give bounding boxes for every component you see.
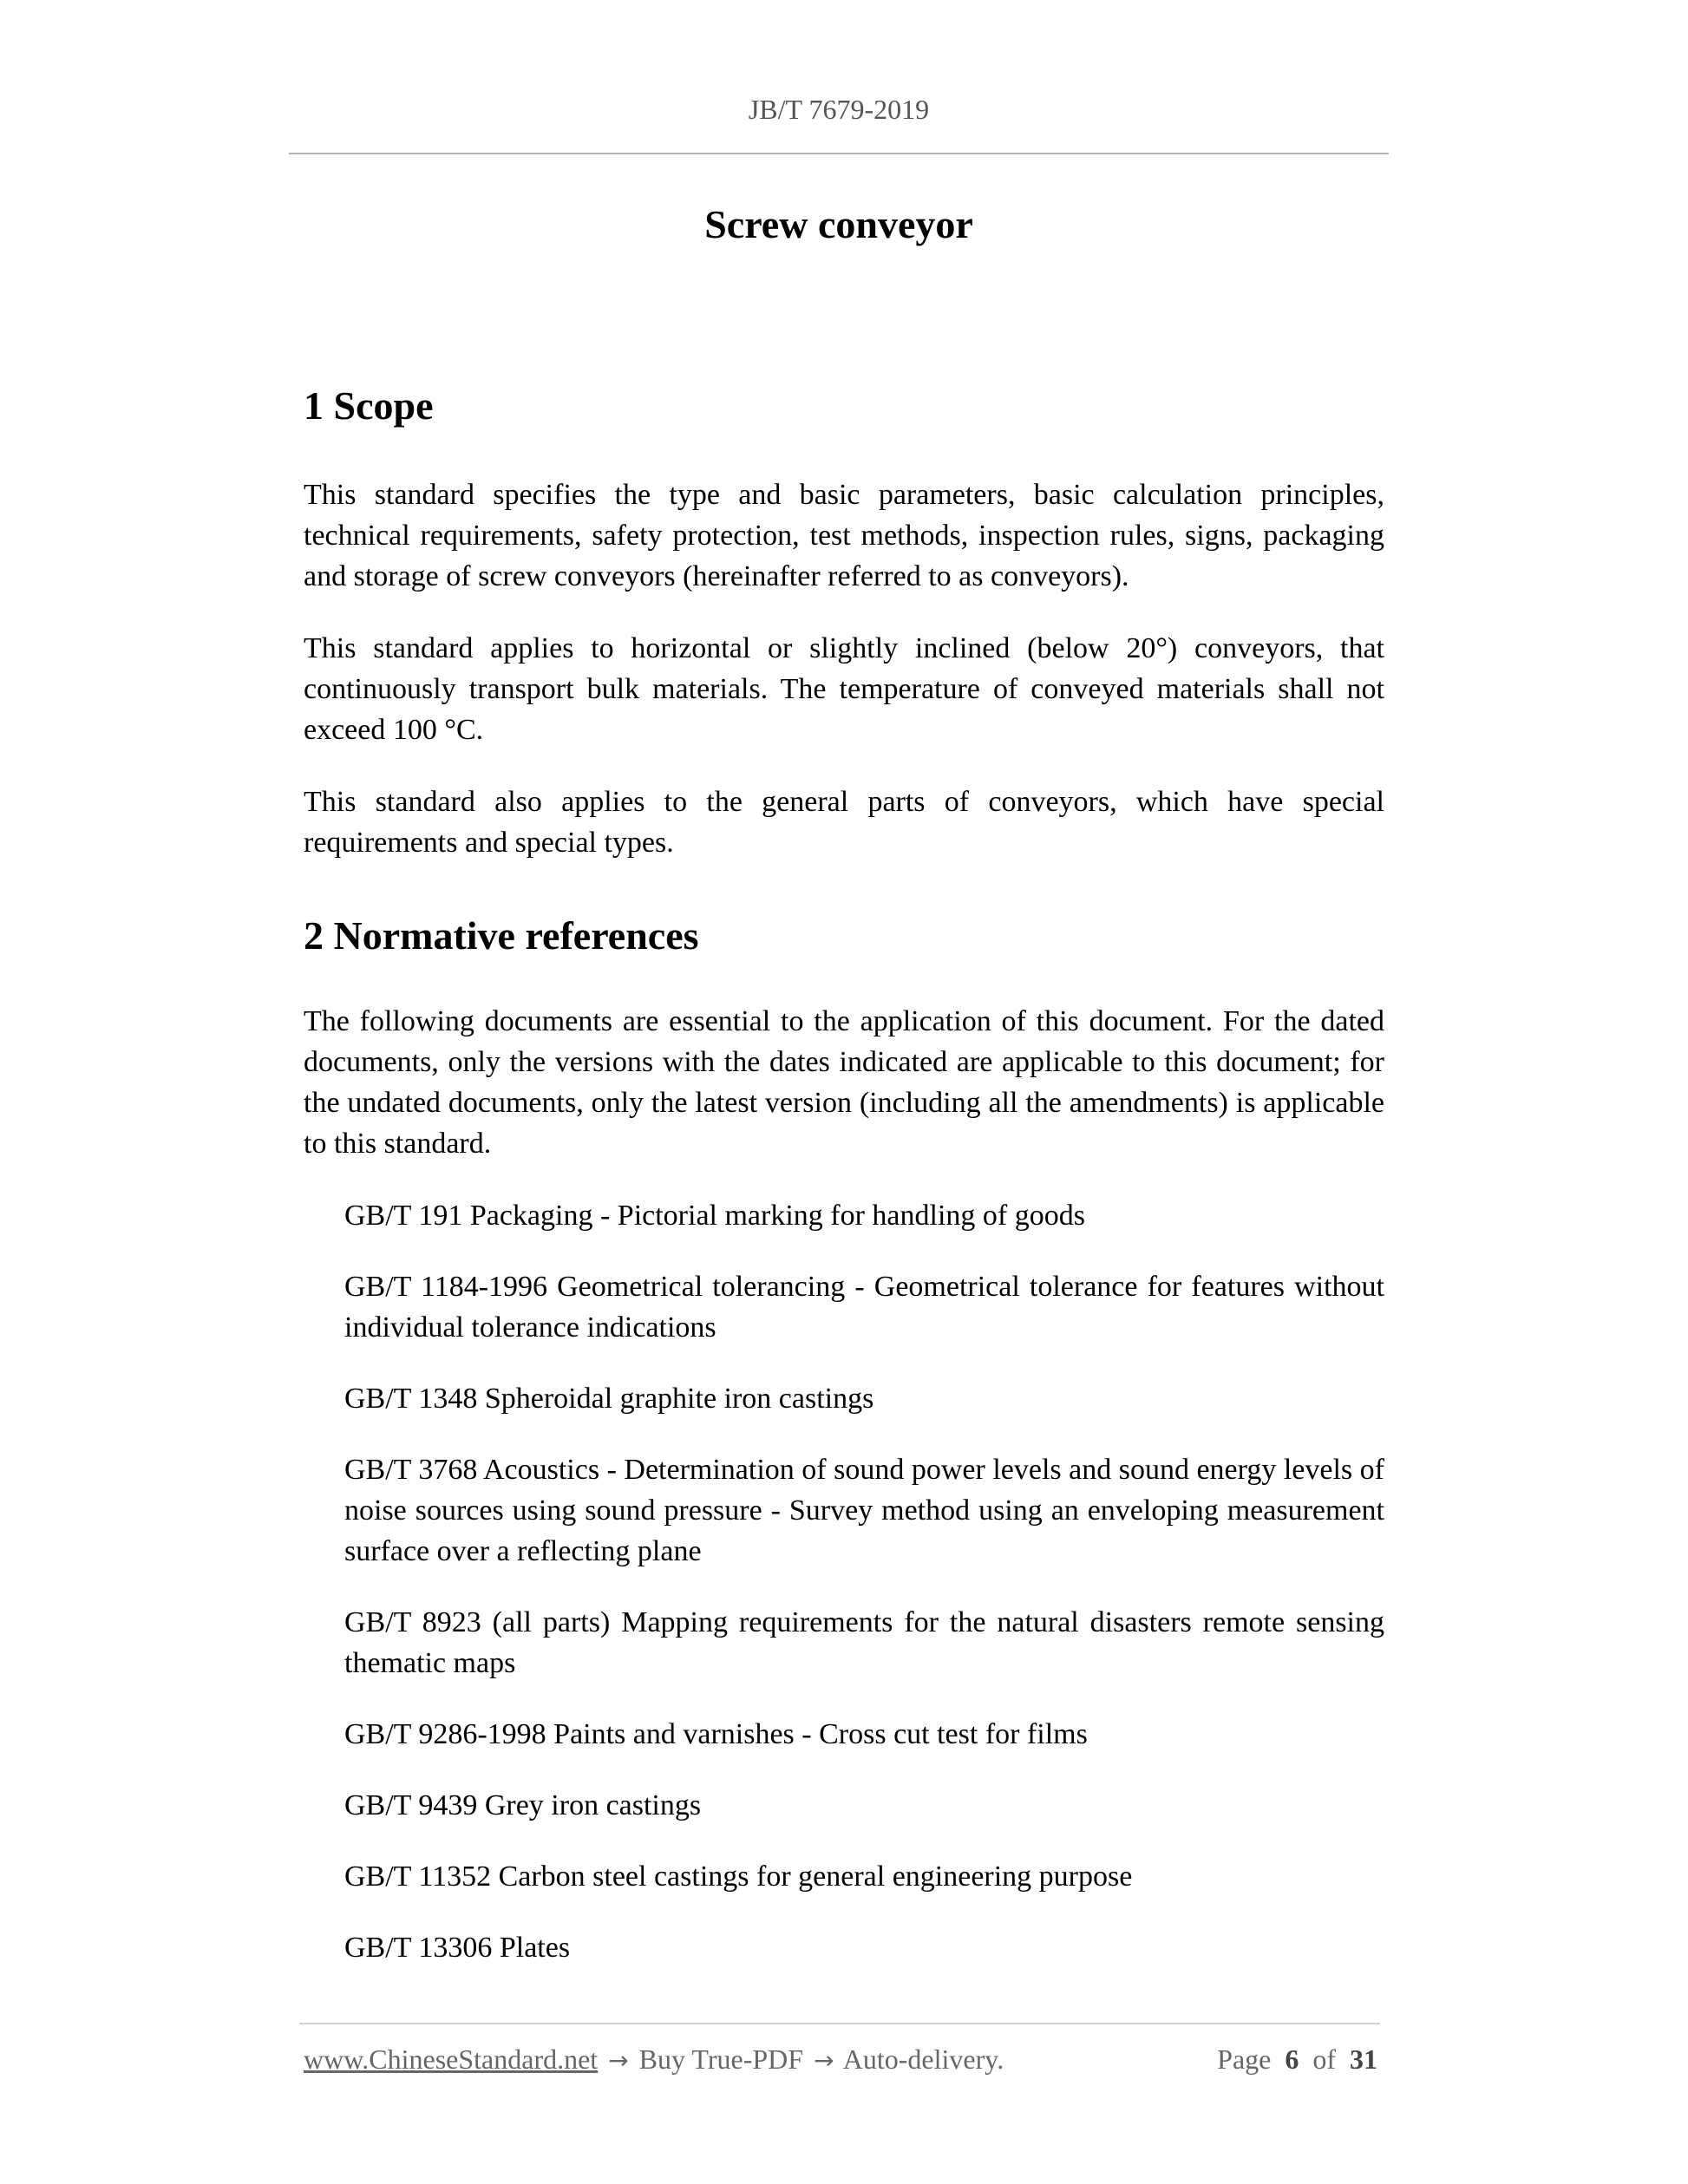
website-link[interactable]: www.ChineseStandard.net	[304, 2043, 599, 2075]
reference-item: GB/T 1184-1996 Geometrical tolerancing - Geometrical tolerance for features without individual tolerance indications	[344, 1271, 1384, 1344]
page-footer	[304, 2043, 1377, 2076]
current-page-number: 6	[1285, 2043, 1299, 2075]
of-label: of	[1312, 2043, 1336, 2075]
reference-item: GB/T 9439 Grey iron castings	[344, 1789, 702, 1822]
reference-item: GB/T 1348 Spheroidal graphite iron castings	[344, 1383, 874, 1416]
auto-delivery-text: Auto-delivery.	[842, 2043, 1004, 2075]
header-divider	[289, 153, 1389, 154]
reference-item: GB/T 11352 Carbon steel castings for general engineering purpose	[344, 1860, 1133, 1893]
page-label: Page	[1217, 2043, 1272, 2075]
document-title: Screw conveyor	[704, 202, 973, 246]
reference-list	[304, 1195, 1384, 1968]
section-heading-scope: 1 Scope	[304, 383, 434, 428]
right-arrow-icon: →	[814, 2046, 834, 2075]
reference-item: GB/T 8923 (all parts) Mapping requirements for the natural disasters remote sensing thematic maps	[344, 1606, 1384, 1680]
footer-promo	[304, 2043, 1004, 2076]
reference-item: GB/T 3768 Acoustics - Determination of sound power levels and sound energy levels of noise sources using sound pressure - Survey method using an enveloping measurement surface over a reflecting plane	[344, 1454, 1384, 1568]
page-header-doc-number: JB/T 7679-2019	[748, 94, 930, 125]
scope-paragraph-3: This standard also applies to the general parts of conveyors, which have special requirements and special types.	[304, 786, 1384, 860]
footer-divider	[299, 2023, 1380, 2024]
total-page-count: 31	[1350, 2043, 1377, 2075]
right-arrow-icon: →	[608, 2046, 629, 2075]
buy-true-pdf-text: Buy True-PDF	[638, 2043, 804, 2075]
references-intro-paragraph: The following documents are essential to the application of this document. For the dated documents, only the versions with the dates indicated are applicable to this document; for the undated documents, only the latest version (including all the amendments) is applicable to this standard.	[304, 1005, 1384, 1161]
page-counter	[1217, 2043, 1377, 2076]
scope-paragraph-2: This standard applies to horizontal or slightly inclined (below 20°) conveyors, that continuously transport bulk materials. The temperature of conveyed materials shall not exceed 100 °C.	[304, 632, 1384, 747]
reference-item: GB/T 191 Packaging - Pictorial marking for handling of goods	[344, 1200, 1085, 1233]
reference-item: GB/T 9286-1998 Paints and varnishes - Cross cut test for films	[344, 1718, 1088, 1751]
document-body	[304, 382, 1384, 1998]
scope-paragraph-1: This standard specifies the type and basic parameters, basic calculation principles, technical requirements, safety protection, test methods, inspection rules, signs, packaging and storage of screw conveyors (hereinafter referred to as conveyors).	[304, 479, 1384, 593]
reference-item: GB/T 13306 Plates	[344, 1932, 571, 1965]
section-heading-normative-references: 2 Normative references	[304, 913, 699, 958]
